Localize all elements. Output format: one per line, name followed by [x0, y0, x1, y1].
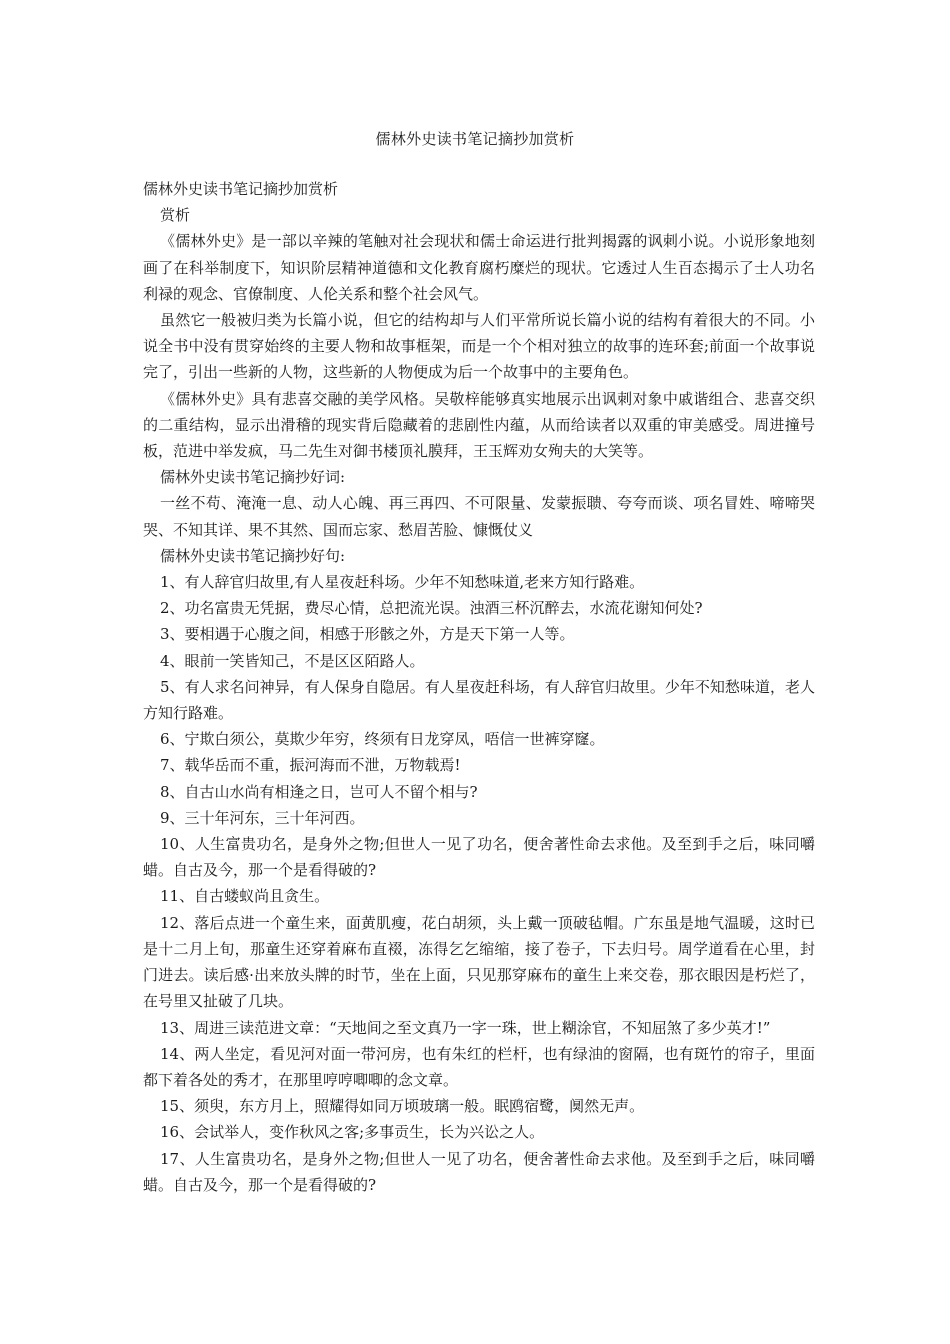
paragraph: 16、会试举人，变作秋风之客;多事贡生，长为兴讼之人。 — [160, 1123, 545, 1142]
paragraph: 6、宁欺白须公，莫欺少年穷，终须有日龙穿凤，唔信一世裤穿窿。 — [160, 730, 605, 749]
paragraph: 《儒林外史》是一部以辛辣的笔触对社会现状和儒士命运进行批判揭露的讽刺小说。小说形象地刻画了在科举制度下，知识阶层精神道德和文化教育腐朽糜烂的现状。它透过人生百态揭示了士人功名利禄的观念、官僚制度、人伦关系和整个社会风气。 — [143, 232, 815, 303]
paragraph: 10、人生富贵功名，是身外之物;但世人一见了功名，便舍著性命去求他。及至到手之后，味同嚼蜡。自古及今，那一个是看得破的? — [143, 835, 815, 880]
paragraph: 13、周进三读范进文章：“天地间之至文真乃一字一珠，世上糊涂官，不知屈煞了多少英才!” — [160, 1018, 771, 1037]
document-body — [143, 176, 815, 1198]
paragraph: 9、三十年河东，三十年河西。 — [160, 808, 365, 827]
paragraph: 儒林外史读书笔记摘抄加赏析 — [143, 180, 339, 198]
paragraph: 1、有人辞官归故里,有人星夜赶科场。少年不知愁味道,老来方知行路难。 — [160, 573, 645, 592]
paragraph: 2、功名富贵无凭据，费尽心情，总把流光误。浊酒三杯沉醉去，水流花谢知何处? — [160, 599, 703, 618]
paragraph: 赏析 — [160, 206, 191, 225]
paragraph: 15、须臾，东方月上，照耀得如同万顷玻璃一般。眠鸥宿鹭，阒然无声。 — [160, 1097, 645, 1116]
paragraph: 儒林外史读书笔记摘抄好句: — [160, 546, 346, 565]
paragraph: 一丝不苟、淹淹一息、动人心魄、再三再四、不可限量、发蒙振聩、夸夸而谈、项名冒姓、啼啼哭哭、不知其详、果不其然、国而忘家、愁眉苦脸、慷慨仗义 — [143, 494, 815, 539]
paragraph: 《儒林外史》具有悲喜交融的美学风格。吴敬梓能够真实地展示出讽刺对象中戚谐组合、悲喜交织的二重结构，显示出滑稽的现实背后隐藏着的悲剧性内蕴，从而给读者以双重的审美感受。周进撞号板，范进中举发疯，马二先生对御书楼顶礼膜拜，王玉辉劝女殉夫的大笑等。 — [143, 389, 815, 461]
paragraph: 14、两人坐定，看见河对面一带河房，也有朱红的栏杆，也有绿油的窗隔，也有斑竹的帘子，里面都下着各处的秀才，在那里哼哼唧唧的念文章。 — [143, 1044, 815, 1089]
paragraph: 7、载华岳而不重，振河海而不泄，万物载焉! — [160, 756, 461, 775]
document-title: 儒林外史读书笔记摘抄加赏析 — [375, 130, 575, 148]
paragraph: 3、要相遇于心腹之间，相感于形骸之外，方是天下第一人等。 — [160, 625, 575, 644]
paragraph: 8、自古山水尚有相逢之日，岂可人不留个相与? — [160, 782, 478, 801]
paragraph: 17、人生富贵功名，是身外之物;但世人一见了功名，便舍著性命去求他。及至到手之后，味同嚼蜡。自古及今，那一个是看得破的? — [143, 1149, 815, 1194]
paragraph: 5、有人求名问神异，有人保身自隐居。有人星夜赶科场，有人辞官归故里。少年不知愁味道，老人方知行路难。 — [143, 677, 815, 723]
paragraph: 4、眼前一笑皆知己，不是区区陌路人。 — [160, 651, 425, 670]
paragraph: 12、落后点进一个童生来，面黄肌瘦，花白胡须，头上戴一顶破毡帽。广东虽是地气温暖，这时已是十二月上旬，那童生还穿着麻布直裰，冻得乞乞缩缩，接了卷子，下去归号。周学道看在心里，封门进去。读后感·出来放头牌的时节，坐在上面，只见那穿麻布的童生上来交卷，那衣眼因是朽烂了，在号里又扯破了几块。 — [143, 913, 815, 1011]
paragraph: 儒林外史读书笔记摘抄好词: — [160, 468, 346, 487]
paragraph: 11、自古蝼蚁尚且贪生。 — [160, 887, 330, 906]
paragraph: 虽然它一般被归类为长篇小说，但它的结构却与人们平常所说长篇小说的结构有着很大的不同。小说全书中没有贯穿始终的主要人物和故事框架，而是一个个相对独立的故事的连环套;前面一个故事说完了，引出一些新的人物，这些新的人物便成为后一个故事中的主要角色。 — [143, 311, 815, 382]
